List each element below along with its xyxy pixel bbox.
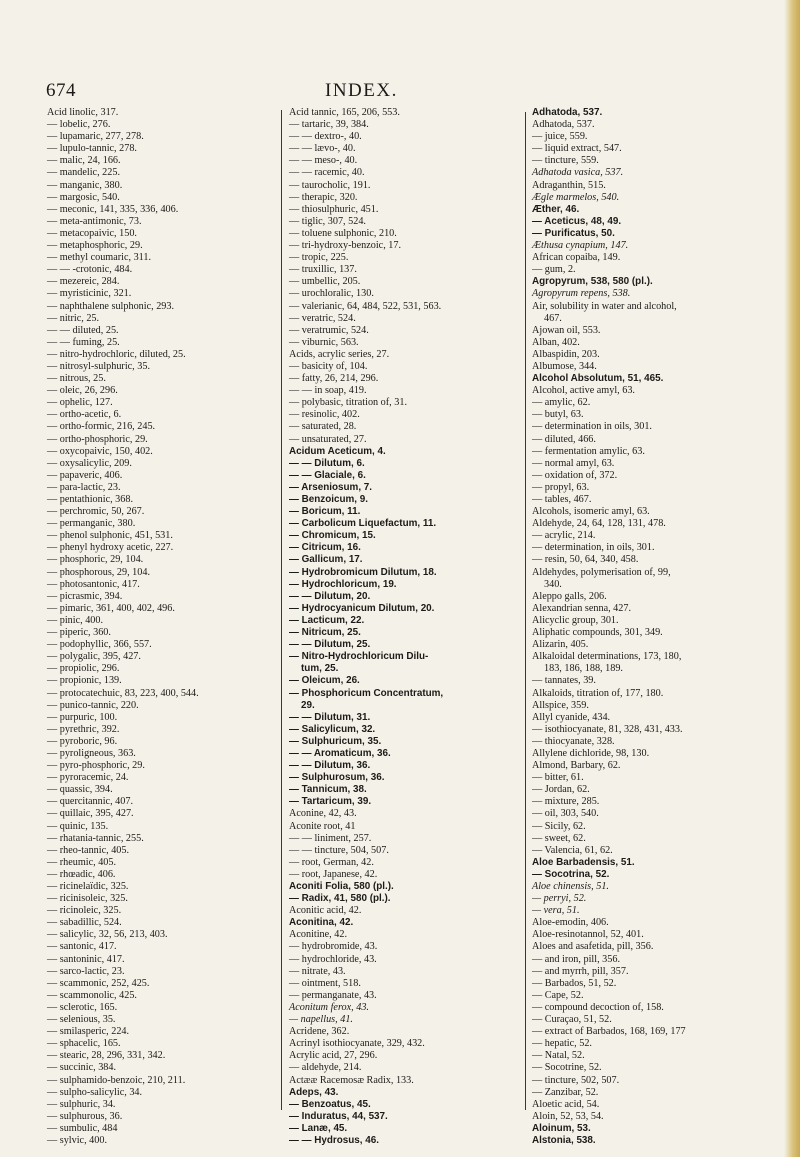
index-entry: — root, Japanese, 42.: [289, 868, 378, 880]
index-entry: — — Glaciale, 6.: [289, 469, 366, 481]
index-column-3: [532, 107, 800, 1147]
index-entry: — perryi, 52.: [532, 893, 587, 905]
index-entry: — liquid extract, 547.: [532, 143, 622, 155]
index-entry: — perchromic, 50, 267.: [47, 506, 145, 518]
index-entry: — Aceticus, 48, 49.: [532, 215, 622, 227]
index-entry: — phenyl hydroxy acetic, 227.: [47, 542, 174, 554]
index-entry: — acrylic, 214.: [532, 530, 596, 542]
index-entry: — Gallicum, 17.: [289, 554, 363, 566]
index-entry: — veratrumic, 524.: [289, 324, 369, 336]
index-entry: — phenol sulphonic, 451, 531.: [47, 530, 173, 542]
index-entry: — hydrochloride, 43.: [289, 953, 377, 965]
index-entry: — pyrethric, 392.: [47, 723, 120, 735]
index-entry: — normal amyl, 63.: [532, 457, 615, 469]
index-entry: — sclerotic, 165.: [47, 1001, 118, 1013]
index-entry: Aloin, 52, 53, 54.: [532, 1110, 604, 1122]
index-entry: — Curaçao, 51, 52.: [532, 1014, 612, 1026]
index-column-1: [47, 107, 313, 1147]
index-entry: — para-lactic, 23.: [47, 481, 121, 493]
index-entry: — Cape, 52.: [532, 989, 584, 1001]
index-entry: — extract of Barbados, 168, 169, 177: [532, 1026, 686, 1038]
index-entry: — rhatania-tannic, 255.: [47, 832, 144, 844]
index-entry: — urochloralic, 130.: [289, 288, 374, 300]
index-entry: — propiolic, 296.: [47, 663, 120, 675]
index-entry: — tropic, 225.: [289, 252, 349, 264]
index-entry: Alstonia, 538.: [532, 1134, 596, 1146]
index-entry: Adhatoda vasica, 537.: [532, 167, 624, 179]
index-entry: — photosantonic, 417.: [47, 578, 140, 590]
index-entry: — root, German, 42.: [289, 856, 374, 868]
index-entry: Actææ Racemosæ Radix, 133.: [289, 1074, 414, 1086]
index-entry: — Jordan, 62.: [532, 784, 590, 796]
index-entry: — unsaturated, 27.: [289, 433, 367, 445]
index-entry: — nitrate, 43.: [289, 965, 346, 977]
index-entry: Alcohol Absolutum, 51, 465.: [532, 373, 664, 385]
index-entry: — sarco-lactic, 23.: [47, 965, 125, 977]
index-entry: — Phosphoricum Concentratum,: [289, 687, 444, 699]
index-entry: — thiosulphuric, 451.: [289, 203, 379, 215]
index-entry: — resinolic, 402.: [289, 409, 360, 421]
index-entry: — propionic, 139.: [47, 675, 122, 687]
index-entry: — sulphamido-benzoic, 210, 211.: [47, 1074, 186, 1086]
index-entry: — saturated, 28.: [289, 421, 357, 433]
index-entry: — Arseniosum, 7.: [289, 481, 373, 493]
index-entry: Aloes and asafetida, pill, 356.: [532, 941, 654, 953]
index-entry: — rheumic, 405.: [47, 856, 117, 868]
index-entry: — nitrous, 25.: [47, 373, 106, 385]
index-entry: — juice, 559.: [532, 131, 588, 143]
index-entry: — oxidation of, 372.: [532, 469, 618, 481]
index-entry: — lobelic, 276.: [47, 119, 111, 131]
index-entry: — ricinisoleic, 325.: [47, 893, 128, 905]
index-entry: — aldehyde, 214.: [289, 1062, 362, 1074]
index-entry: — truxillic, 137.: [289, 264, 357, 276]
index-entry: — ortho-phosphoric, 29.: [47, 433, 148, 445]
index-entry: — Hydrochloricum, 19.: [289, 578, 397, 590]
index-entry: — Valencia, 61, 62.: [532, 844, 613, 856]
index-entry: — — Aromaticum, 36.: [289, 747, 391, 759]
index-entry: — Sicily, 62.: [532, 820, 586, 832]
index-entry: — isothiocyanate, 81, 328, 431, 433.: [532, 723, 683, 735]
index-entry: — pyro-phosphoric, 29.: [47, 760, 145, 772]
index-entry: — pyroligneous, 363.: [47, 747, 136, 759]
index-entry: — mezereic, 284.: [47, 276, 120, 288]
index-entry: — metaphosphoric, 29.: [47, 240, 143, 252]
index-entry: Acridene, 362.: [289, 1026, 350, 1038]
index-entry: — Purificatus, 50.: [532, 227, 615, 239]
index-entry: — gum, 2.: [532, 264, 576, 276]
index-entry: — permanganic, 380.: [47, 518, 136, 530]
index-entry: — margosic, 540.: [47, 191, 120, 203]
index-entry: Acidum Aceticum, 4.: [289, 445, 386, 457]
index-entry: — Natal, 52.: [532, 1050, 585, 1062]
index-entry: Albumose, 344.: [532, 360, 597, 372]
page-number: 674: [46, 80, 76, 101]
index-entry: — Socotrine, 52.: [532, 1062, 602, 1074]
index-entry: — bitter, 61.: [532, 772, 584, 784]
index-entry: — napellus, 41.: [289, 1014, 353, 1026]
index-entry: — — Dilutum, 6.: [289, 457, 365, 469]
index-entry: — butyl, 63.: [532, 409, 584, 421]
index-entry: Allspice, 359.: [532, 699, 589, 711]
index-entry: — hydrobromide, 43.: [289, 941, 378, 953]
index-entry: — sabadillic, 524.: [47, 917, 122, 929]
index-entry: — valerianic, 64, 484, 522, 531, 563.: [289, 300, 442, 312]
index-entry: Alban, 402.: [532, 336, 580, 348]
index-entry: — Carbolicum Liquefactum, 11.: [289, 518, 437, 530]
index-entry: — nitric, 25.: [47, 312, 100, 324]
index-entry: — determination in oils, 301.: [532, 421, 652, 433]
index-entry: — nitrosyl-sulphuric, 35.: [47, 360, 150, 372]
index-entry: — meta-antimonic, 73.: [47, 215, 142, 227]
index-entry: Alizarin, 405.: [532, 639, 589, 651]
index-entry: — Socotrina, 52.: [532, 868, 610, 880]
index-entry: Aconitina, 42.: [289, 917, 354, 929]
index-entry: Æther, 46.: [532, 203, 580, 215]
index-entry: Aloinum, 53.: [532, 1122, 591, 1134]
index-entry: — piperic, 360.: [47, 627, 111, 639]
index-entry: — Salicylicum, 32.: [289, 723, 376, 735]
index-entry: — oleic, 26, 296.: [47, 385, 118, 397]
index-entry: — — Hydrosus, 46.: [289, 1134, 379, 1146]
index-entry: — mandelic, 225.: [47, 167, 120, 179]
index-entry: — pyroboric, 96.: [47, 735, 118, 747]
index-column-2: [289, 107, 545, 1147]
index-entry: — tiglic, 307, 524.: [289, 215, 366, 227]
index-entry: — Benzoatus, 45.: [289, 1098, 371, 1110]
index-entry: — quillaic, 395, 427.: [47, 808, 134, 820]
index-entry: — quercitannic, 407.: [47, 796, 134, 808]
index-entry: Aloetic acid, 54.: [532, 1098, 600, 1110]
index-entry: — — Dilutum, 25.: [289, 639, 371, 651]
index-entry: — — diluted, 25.: [47, 324, 119, 336]
index-entry: — sulphurous, 36.: [47, 1110, 123, 1122]
index-entry: — umbellic, 205.: [289, 276, 361, 288]
index-entry: — metacopaivic, 150.: [47, 227, 137, 239]
index-entry: — — Dilutum, 36.: [289, 760, 371, 772]
index-entry: — picrasmic, 394.: [47, 590, 123, 602]
index-entry: — sweet, 62.: [532, 832, 586, 844]
index-entry: Alcohols, isomeric amyl, 63.: [532, 506, 650, 518]
index-entry: — Lacticum, 22.: [289, 614, 365, 626]
index-entry: — phosphorous, 29, 104.: [47, 566, 151, 578]
index-entry: Aldehyde, 24, 64, 128, 131, 478.: [532, 518, 666, 530]
index-entry: — nitro-hydrochloric, diluted, 25.: [47, 348, 186, 360]
index-entry: Aloe-resinotannol, 52, 401.: [532, 929, 644, 941]
index-entry: — Nitricum, 25.: [289, 627, 361, 639]
index-entry: 467.: [544, 312, 562, 324]
index-entry: — propyl, 63.: [532, 481, 590, 493]
index-entry: — ortho-formic, 216, 245.: [47, 421, 156, 433]
index-entry: — Benzoicum, 9.: [289, 494, 369, 505]
index-entry: — taurocholic, 191.: [289, 179, 371, 191]
index-entry: — punico-tannic, 220.: [47, 699, 139, 711]
index-entry: — naphthalene sulphonic, 293.: [47, 300, 175, 312]
index-entry: — fatty, 26, 214, 296.: [289, 373, 379, 385]
index-entry: 340.: [544, 578, 562, 590]
index-entry: — Sulphuricum, 35.: [289, 735, 382, 747]
index-entry: — pyroracemic, 24.: [47, 772, 129, 784]
index-entry: — protocatechuic, 83, 223, 400, 544.: [47, 687, 199, 699]
index-entry: — — lævo-, 40.: [289, 143, 356, 155]
index-entry: — — -crotonic, 484.: [47, 264, 133, 276]
index-entry: — — fuming, 25.: [47, 336, 120, 348]
index-entry: Aliphatic compounds, 301, 349.: [532, 627, 663, 639]
index-entry: Ajowan oil, 553.: [532, 324, 601, 336]
index-entry: — tincture, 502, 507.: [532, 1074, 620, 1086]
index-entry: — methyl coumaric, 311.: [47, 252, 152, 264]
index-entry: — sulphuric, 34.: [47, 1098, 116, 1110]
index-entry: — Oleicum, 26.: [289, 675, 360, 687]
index-entry: — veratric, 524.: [289, 312, 356, 324]
index-entry: Aloe chinensis, 51.: [532, 881, 609, 892]
index-entry: — — racemic, 40.: [289, 167, 365, 179]
index-entry: Aloe-emodin, 406.: [532, 917, 609, 929]
index-entry: Aconite root, 41: [289, 820, 356, 832]
index-entry: — — tincture, 504, 507.: [289, 844, 389, 856]
index-entry: — tables, 467.: [532, 494, 592, 505]
index-entry: Allylene dichloride, 98, 130.: [532, 747, 650, 759]
index-entry: 29.: [301, 699, 315, 711]
running-head: INDEX.: [325, 80, 398, 101]
index-entry: — Lanæ, 45.: [289, 1122, 348, 1134]
index-entry: — papaveric, 406.: [47, 469, 123, 481]
index-entry: — permanganate, 43.: [289, 989, 377, 1001]
index-entry: — santoninic, 417.: [47, 953, 125, 965]
index-entry: — mixture, 285.: [532, 796, 600, 808]
index-entry: — ricinoleic, 325.: [47, 905, 122, 917]
index-entry: — basicity of, 104.: [289, 360, 368, 372]
index-entry: — smilasperic, 224.: [47, 1026, 130, 1038]
index-entry: — malic, 24, 166.: [47, 155, 121, 167]
index-entry: 183, 186, 188, 189.: [544, 663, 623, 675]
index-entry: Alexandrian senna, 427.: [532, 602, 632, 614]
index-entry: — amylic, 62.: [532, 397, 591, 409]
index-entry: — oxysalicylic, 209.: [47, 457, 132, 469]
index-entry: Acrinyl isothiocyanate, 329, 432.: [289, 1038, 425, 1050]
index-entry: — pinic, 400.: [47, 614, 104, 626]
index-entry: — ricinelaïdic, 325.: [47, 881, 129, 892]
index-entry: — therapic, 320.: [289, 191, 358, 203]
index-entry: — rhœadic, 406.: [47, 868, 116, 880]
index-entry: — Tartaricum, 39.: [289, 796, 372, 808]
index-entry: — oil, 303, 540.: [532, 808, 599, 820]
index-entry: Aleppo galls, 206.: [532, 590, 607, 602]
index-entry: — — dextro-, 40.: [289, 131, 362, 143]
index-entry: Agropyrum, 538, 580 (pl.).: [532, 276, 653, 288]
index-entry: Aconiti Folia, 580 (pl.).: [289, 881, 394, 892]
index-entry: — pentathionic, 368.: [47, 494, 134, 505]
index-entry: — ortho-acetic, 6.: [47, 409, 122, 421]
index-entry: — pimaric, 361, 400, 402, 496.: [47, 602, 175, 614]
index-entry: — quassic, 394.: [47, 784, 113, 796]
index-entry: Alkaloids, titration of, 177, 180.: [532, 687, 664, 699]
index-entry: — selenious, 35.: [47, 1014, 116, 1026]
index-entry: — purpuric, 100.: [47, 711, 118, 723]
index-entry: — Barbados, 51, 52.: [532, 977, 617, 989]
index-entry: Aconitum ferox, 43.: [289, 1001, 369, 1013]
index-entry: — Nitro-Hydrochloricum Dilu-: [289, 651, 429, 663]
index-entry: — — Dilutum, 31.: [289, 711, 371, 723]
index-entry: Adeps, 43.: [289, 1086, 339, 1098]
index-entry: tum, 25.: [301, 663, 339, 675]
index-entry: Adhatoda, 537.: [532, 119, 595, 131]
index-entry: — sphacelic, 165.: [47, 1038, 121, 1050]
index-entry: — hepatic, 52.: [532, 1038, 592, 1050]
index-entry: — lupamaric, 277, 278.: [47, 131, 144, 143]
index-entry: — santonic, 417.: [47, 941, 117, 953]
index-entry: Aloe Barbadensis, 51.: [532, 856, 635, 868]
index-entry: — and iron, pill, 356.: [532, 953, 621, 965]
index-entry: — Chromicum, 15.: [289, 530, 376, 542]
index-entry: Allyl cyanide, 434.: [532, 711, 611, 723]
index-entry: Alcohol, active amyl, 63.: [532, 385, 635, 397]
index-entry: — polygalic, 395, 427.: [47, 651, 141, 663]
index-entry: — compound decoction of, 158.: [532, 1001, 664, 1013]
index-entry: — polybasic, titration of, 31.: [289, 397, 407, 409]
index-entry: — quinic, 135.: [47, 820, 109, 832]
index-entry: — thiocyanate, 328.: [532, 735, 615, 747]
index-entry: — — liniment, 257.: [289, 832, 372, 844]
index-entry: African copaiba, 149.: [532, 252, 621, 264]
index-entry: — and myrrh, pill, 357.: [532, 965, 629, 977]
index-entry: Aconitic acid, 42.: [289, 905, 362, 917]
index-entry: — tartaric, 39, 384.: [289, 119, 369, 131]
index-entry: Æthusa cynapium, 147.: [532, 240, 629, 252]
index-entry: — phosphoric, 29, 104.: [47, 554, 144, 566]
index-entry: Air, solubility in water and alcohol,: [532, 300, 677, 312]
index-entry: — resin, 50, 64, 340, 458.: [532, 554, 639, 566]
index-entry: Adraganthin, 515.: [532, 179, 606, 191]
index-entry: Albaspidin, 203.: [532, 348, 600, 360]
index-entry: Acids, acrylic series, 27.: [289, 348, 390, 360]
index-entry: — lupulo-tannic, 278.: [47, 143, 137, 155]
index-entry: — manganic, 380.: [47, 179, 123, 191]
index-entry: Aconitine, 42.: [289, 929, 348, 941]
index-entry: — Hydrocyanicum Dilutum, 20.: [289, 602, 435, 614]
index-entry: Alkaloidal determinations, 173, 180,: [532, 651, 682, 663]
index-entry: — sumbulic, 484: [47, 1122, 118, 1134]
index-entry: Aldehydes, polymerisation of, 99,: [532, 566, 671, 578]
index-entry: — Sulphurosum, 36.: [289, 772, 385, 784]
index-entry: Aconine, 42, 43.: [289, 808, 357, 820]
index-entry: — scammonic, 252, 425.: [47, 977, 150, 989]
index-entry: Acid linolic, 317.: [47, 107, 119, 118]
index-entry: Acrylic acid, 27, 296.: [289, 1050, 378, 1062]
index-entry: — ophelic, 127.: [47, 397, 113, 409]
index-entry: — — in soap, 419.: [289, 385, 367, 397]
index-entry: — scammonolic, 425.: [47, 989, 137, 1001]
index-entry: — podophyllic, 366, 557.: [47, 639, 152, 651]
index-entry: — toluene sulphonic, 210.: [289, 227, 397, 239]
index-entry: — Hydrobromicum Dilutum, 18.: [289, 566, 437, 578]
index-entry: — — Dilutum, 20.: [289, 590, 371, 602]
index-entry: — myristicinic, 321.: [47, 288, 132, 300]
index-entry: — Citricum, 16.: [289, 542, 361, 554]
index-entry: — salicylic, 32, 56, 213, 403.: [47, 929, 168, 941]
index-entry: Agropyrum repens, 538.: [532, 288, 631, 300]
index-entry: Acid tannic, 165, 206, 553.: [289, 107, 400, 118]
index-entry: — determination, in oils, 301.: [532, 542, 655, 554]
index-entry: — tannates, 39.: [532, 675, 596, 687]
index-entry: Ægle marmelos, 540.: [532, 191, 620, 203]
index-entry: — sylvic, 400.: [47, 1134, 107, 1146]
index-entry: — Induratus, 44, 537.: [289, 1110, 388, 1122]
index-entry: — meconic, 141, 335, 336, 406.: [47, 203, 179, 215]
index-entry: — succinic, 384.: [47, 1062, 117, 1074]
index-entry: — Radix, 41, 580 (pl.).: [289, 893, 391, 905]
index-entry: — tincture, 559.: [532, 155, 599, 167]
index-entry: — Tannicum, 38.: [289, 784, 367, 796]
index-entry: — viburnic, 563.: [289, 336, 359, 348]
index-entry: — oxycopaivic, 150, 402.: [47, 445, 153, 457]
index-entry: — sulpho-salicylic, 34.: [47, 1086, 143, 1098]
index-entry: — diluted, 466.: [532, 433, 596, 445]
index-entry: — Boricum, 11.: [289, 506, 361, 518]
index-entry: — — meso-, 40.: [289, 155, 358, 167]
index-entry: Almond, Barbary, 62.: [532, 760, 621, 772]
index-entry: — Zanzibar, 52.: [532, 1086, 599, 1098]
index-entry: — ointment, 518.: [289, 977, 361, 989]
index-entry: — stearic, 28, 296, 331, 342.: [47, 1050, 166, 1062]
index-entry: — rheo-tannic, 405.: [47, 844, 130, 856]
index-entry: Alicyclic group, 301.: [532, 614, 619, 626]
index-entry: — tri-hydroxy-benzoic, 17.: [289, 240, 402, 252]
index-entry: — fermentation amylic, 63.: [532, 445, 645, 457]
index-entry: Adhatoda, 537.: [532, 107, 603, 118]
index-entry: — vera, 51.: [532, 905, 580, 917]
